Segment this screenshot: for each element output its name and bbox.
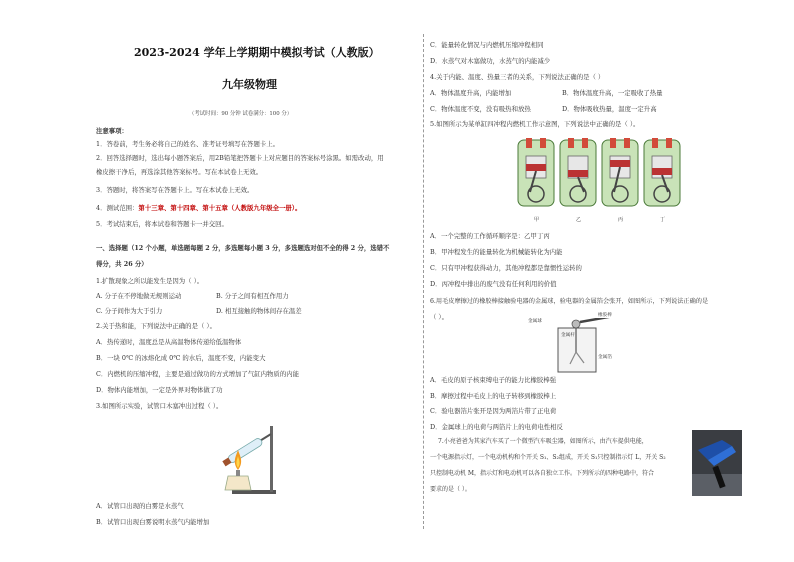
q5-option-d: D．丙冲程中排出的废气没有任何利用的价值	[430, 280, 557, 288]
q3-option-a: A．试管口出现的白雾是水蒸气	[96, 502, 184, 510]
q5-option-c: C．只有甲冲程获得动力，其他冲程都是靠惯性运转的	[430, 264, 582, 272]
q6-option-c: C．验电器箔片张开是因为两箔片带了正电荷	[430, 407, 557, 415]
question-6-cont: （ ）。	[430, 313, 449, 321]
electroscope-label-stem: 金属杆	[561, 333, 575, 338]
car-vacuum-photo	[692, 430, 742, 496]
exam-subtitle: 九年级物理	[222, 78, 277, 91]
question-6: 6.用毛皮摩擦过的橡胶棒接触验电器的金属球，验电器的金属箔会张开，如图所示，下列说法正确的是	[430, 298, 709, 305]
question-4: 4.关于内能、温度、热量三者的关系，下列说法正确的是（ ）	[430, 73, 605, 81]
note-4	[96, 204, 301, 212]
q5-option-b: B．甲冲程发生的能量转化为机械能转化为内能	[430, 248, 563, 256]
q3-option-b: B．试管口出现白雾说明水蒸气内能增加	[96, 518, 210, 526]
q2-option-c: C．内燃机的压缩冲程，主要是通过做功的方式增加了气缸内物质的内能	[96, 370, 299, 378]
section-1-heading-cont: 得分，共 26 分）	[96, 260, 148, 268]
note-5: 5．考试结束后，将本试卷和答题卡一并交回。	[96, 220, 228, 228]
engine-label-bing: 丙	[618, 217, 624, 223]
note-4-prefix: 4．测试范围：	[96, 204, 139, 212]
engine-ding	[644, 138, 680, 206]
note-3: 3．答题时，将答案写在答题卡上。写在本试卷上无效。	[96, 186, 254, 194]
q1-option-c: C. 分子间作为大于引力	[96, 307, 163, 315]
question-7-line-4: 要求的是（ ）。	[430, 486, 471, 493]
q1-option-d: D. 相互接触的物体间存在温差	[216, 307, 302, 315]
electroscope-label-rod: 橡胶棒	[598, 313, 612, 318]
question-2: 2.关于热和能，下列说法中正确的是（ ）。	[96, 322, 216, 330]
q3-option-c: C．能量转化情况与内燃机压缩冲程相同	[430, 41, 544, 49]
q2-option-d: D．物体内能增加，一定是外界对物体做了功	[96, 386, 223, 394]
q1-option-b: B. 分子之间有相互作用力	[216, 292, 289, 300]
q2-option-a: A．热传递时，温度总是从高温物体传递给低温物体	[96, 338, 242, 346]
q4-option-c: C．物体温度不变，没有吸热和放热	[430, 105, 531, 113]
q4-option-d: D．物体吸收热量，温度一定升高	[562, 105, 657, 113]
engine-strokes-figure	[516, 134, 682, 216]
question-7-line-2: 一个电源指示灯，一个电动机构和个开关 S₁、S₂组成，开关 S₁只控制指示灯 L，开关 S₂	[430, 454, 666, 461]
q4-option-a: A．物体温度升高，内能增加	[430, 89, 512, 97]
right-column	[430, 0, 709, 562]
section-1-heading: 一、选择题（12 个小题，单选题每题 2 分，多选题每小题 3 分，多选题选对但不全的得 2 分，选错不	[96, 244, 390, 252]
question-5: 5.如图所示为某单缸四冲程内燃机工作示意图，下列说法中正确的是（ ）。	[430, 120, 640, 128]
q6-option-d: D．金属球上的电荷与两箔片上的电荷电性相反	[430, 423, 563, 431]
exam-title: 2023-2024 学年上学期期中模拟考试（人教版）	[134, 46, 380, 59]
note-2: 2．回答选择题时，选出每小题答案后，用2B铅笔把答题卡上对应题目的答案标号涂黑。如需改动，用	[96, 154, 384, 162]
note-2-cont: 橡皮擦干净后，再选涂其他答案标号。写在本试卷上无效。	[96, 168, 263, 176]
q6-option-a: A．毛皮的原子核束缚电子的能力比橡胶棒强	[430, 376, 557, 384]
exam-meta: （考试时间：90 分钟 试卷满分：100 分）	[189, 111, 293, 117]
q6-option-b: B．摩擦过程中毛皮上的电子转移到橡胶棒上	[430, 392, 557, 400]
engine-jia	[518, 138, 554, 206]
engine-label-jia: 甲	[534, 217, 540, 223]
question-1: 1.扩散现象之所以能发生是因为（ ）。	[96, 277, 204, 285]
question-3: 3.如图所示实验，试管口木塞冲出过程（ ）。	[96, 402, 223, 410]
q4-option-b: B．物体温度升高，一定吸收了热量	[562, 89, 663, 97]
engine-label-ding: 丁	[660, 217, 666, 223]
column-divider	[423, 34, 424, 529]
q1-option-a: A. 分子在不停地做无规则运动	[96, 292, 182, 300]
electroscope-label-foil: 金属箔	[598, 355, 612, 360]
notes-heading: 注意事项：	[96, 127, 128, 135]
engine-yi	[560, 138, 596, 206]
left-column	[96, 0, 426, 562]
test-tube-figure	[206, 418, 296, 496]
question-7: 7.小亮爸爸为其家汽车买了一个微型汽车吸尘器，如图所示，由汽车提供电能，	[438, 438, 648, 445]
note-4-scope: 第十三章、第十四章、第十五章（人教版九年级全一册）。	[138, 204, 302, 212]
engine-label-yi: 乙	[576, 217, 582, 223]
note-1: 1．答卷前，考生务必将自己的姓名、准考证号填写在答题卡上。	[96, 140, 280, 148]
electroscope-figure	[544, 318, 622, 374]
question-7-line-3: 只控制电动机 M，指示灯和电动机可以各自独立工作。下列所示的四种电路中，符合	[430, 470, 655, 477]
electroscope-label-ball: 金属球	[528, 319, 542, 324]
q5-option-a: A．一个完整的工作循环顺序是：乙甲丁丙	[430, 232, 550, 240]
engine-bing	[602, 138, 638, 206]
q3-option-d: D．水蒸气对木塞做功，水蒸气的内能减少	[430, 57, 551, 65]
q2-option-b: B．一块 0℃ 的冰熔化成 0℃ 的水后，温度不变，内能变大	[96, 354, 266, 362]
